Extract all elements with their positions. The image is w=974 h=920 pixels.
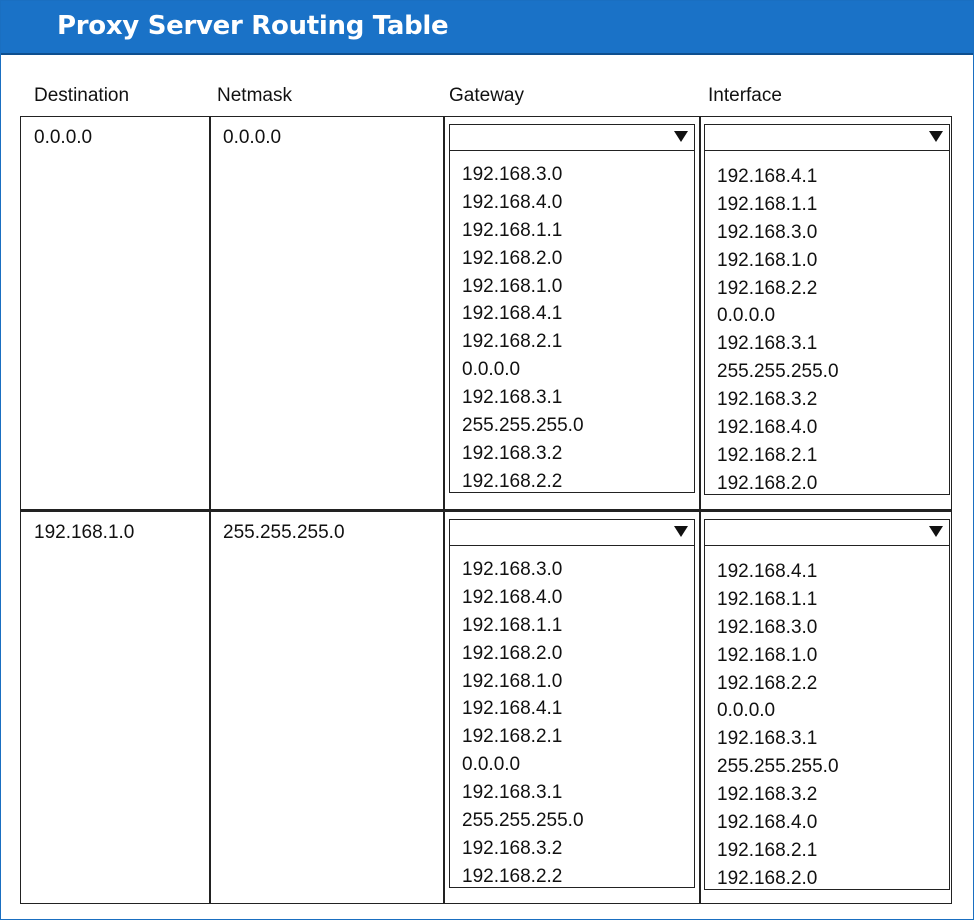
interface-option[interactable]: 192.168.3.0 (717, 221, 818, 243)
gateway-option[interactable]: 255.255.255.0 (462, 810, 584, 832)
interface-option[interactable]: 192.168.3.2 (717, 784, 818, 806)
column-header-destination: Destination (34, 85, 130, 106)
column-header-netmask: Netmask (217, 85, 292, 106)
window-title: Proxy Server Routing Table (57, 11, 449, 41)
gateway-option[interactable]: 192.168.2.1 (462, 331, 563, 353)
interface-option[interactable]: 192.168.2.0 (717, 472, 818, 494)
gateway-options-list (462, 161, 584, 496)
chevron-down-icon[interactable] (929, 131, 943, 142)
interface-option[interactable]: 192.168.3.2 (717, 389, 818, 411)
destination-cell: 192.168.1.0 (34, 522, 135, 543)
gateway-select[interactable] (449, 519, 695, 888)
interface-option[interactable]: 255.255.255.0 (717, 361, 839, 383)
gateway-option[interactable]: 192.168.3.2 (462, 837, 563, 859)
interface-option[interactable]: 192.168.4.0 (717, 417, 818, 439)
interface-option[interactable]: 192.168.2.2 (717, 277, 818, 299)
title-bar (1, 1, 973, 55)
gateway-select[interactable] (449, 124, 695, 493)
gateway-option[interactable]: 192.168.2.0 (462, 642, 563, 664)
interface-option[interactable]: 0.0.0.0 (717, 305, 776, 327)
gateway-option[interactable]: 192.168.2.1 (462, 726, 563, 748)
gateway-select-value[interactable] (450, 520, 694, 546)
interface-option[interactable]: 192.168.3.1 (717, 728, 818, 750)
chevron-down-icon[interactable] (674, 131, 688, 142)
interface-option[interactable]: 192.168.2.1 (717, 444, 818, 466)
interface-option[interactable]: 192.168.1.0 (717, 249, 818, 271)
netmask-cell: 255.255.255.0 (223, 522, 345, 543)
interface-option[interactable]: 192.168.4.1 (717, 561, 818, 582)
gateway-option[interactable]: 0.0.0.0 (462, 754, 521, 776)
gateway-option[interactable]: 192.168.4.1 (462, 698, 563, 720)
interface-option[interactable]: 192.168.4.1 (717, 166, 818, 187)
interface-option[interactable]: 192.168.1.1 (717, 193, 818, 215)
interface-option[interactable]: 192.168.3.0 (717, 616, 818, 638)
interface-select-value[interactable] (705, 520, 949, 546)
interface-option[interactable]: 192.168.1.0 (717, 644, 818, 666)
interface-select[interactable] (704, 519, 950, 890)
gateway-option[interactable]: 192.168.3.0 (462, 559, 563, 580)
netmask-cell: 0.0.0.0 (223, 127, 282, 148)
column-header-interface: Interface (708, 85, 782, 106)
routing-table (20, 116, 952, 904)
gateway-option[interactable]: 192.168.3.1 (462, 782, 563, 804)
interface-option[interactable]: 192.168.2.0 (717, 867, 818, 889)
interface-select-value[interactable] (705, 125, 949, 151)
gateway-option[interactable]: 192.168.3.1 (462, 387, 563, 409)
gateway-option[interactable]: 192.168.2.2 (462, 865, 563, 887)
row-divider (21, 509, 951, 512)
interface-option[interactable]: 192.168.1.1 (717, 588, 818, 610)
gateway-option[interactable]: 192.168.3.2 (462, 442, 563, 464)
interface-option[interactable]: 255.255.255.0 (717, 756, 839, 778)
chevron-down-icon[interactable] (929, 526, 943, 537)
interface-option[interactable]: 192.168.4.0 (717, 812, 818, 834)
gateway-options-list (462, 556, 584, 891)
gateway-option[interactable]: 192.168.2.0 (462, 247, 563, 269)
interface-option[interactable]: 0.0.0.0 (717, 700, 776, 722)
gateway-option[interactable]: 192.168.1.1 (462, 614, 563, 636)
gateway-option[interactable]: 192.168.2.2 (462, 470, 563, 492)
gateway-option[interactable]: 192.168.4.1 (462, 303, 563, 325)
interface-options-list (717, 558, 839, 893)
gateway-option[interactable]: 192.168.1.0 (462, 275, 563, 297)
gateway-option[interactable]: 192.168.4.0 (462, 191, 563, 213)
interface-option[interactable]: 192.168.3.1 (717, 333, 818, 355)
gateway-option[interactable]: 192.168.4.0 (462, 586, 563, 608)
interface-option[interactable]: 192.168.2.2 (717, 672, 818, 694)
interface-select[interactable] (704, 124, 950, 495)
interface-options-list (717, 163, 839, 498)
gateway-option[interactable]: 192.168.1.1 (462, 219, 563, 241)
chevron-down-icon[interactable] (674, 526, 688, 537)
gateway-option[interactable]: 192.168.3.0 (462, 164, 563, 185)
gateway-option[interactable]: 255.255.255.0 (462, 415, 584, 437)
column-header-gateway: Gateway (449, 85, 524, 106)
gateway-option[interactable]: 192.168.1.0 (462, 670, 563, 692)
interface-option[interactable]: 192.168.2.1 (717, 839, 818, 861)
gateway-select-value[interactable] (450, 125, 694, 151)
gateway-option[interactable]: 0.0.0.0 (462, 359, 521, 381)
destination-cell: 0.0.0.0 (34, 127, 93, 148)
